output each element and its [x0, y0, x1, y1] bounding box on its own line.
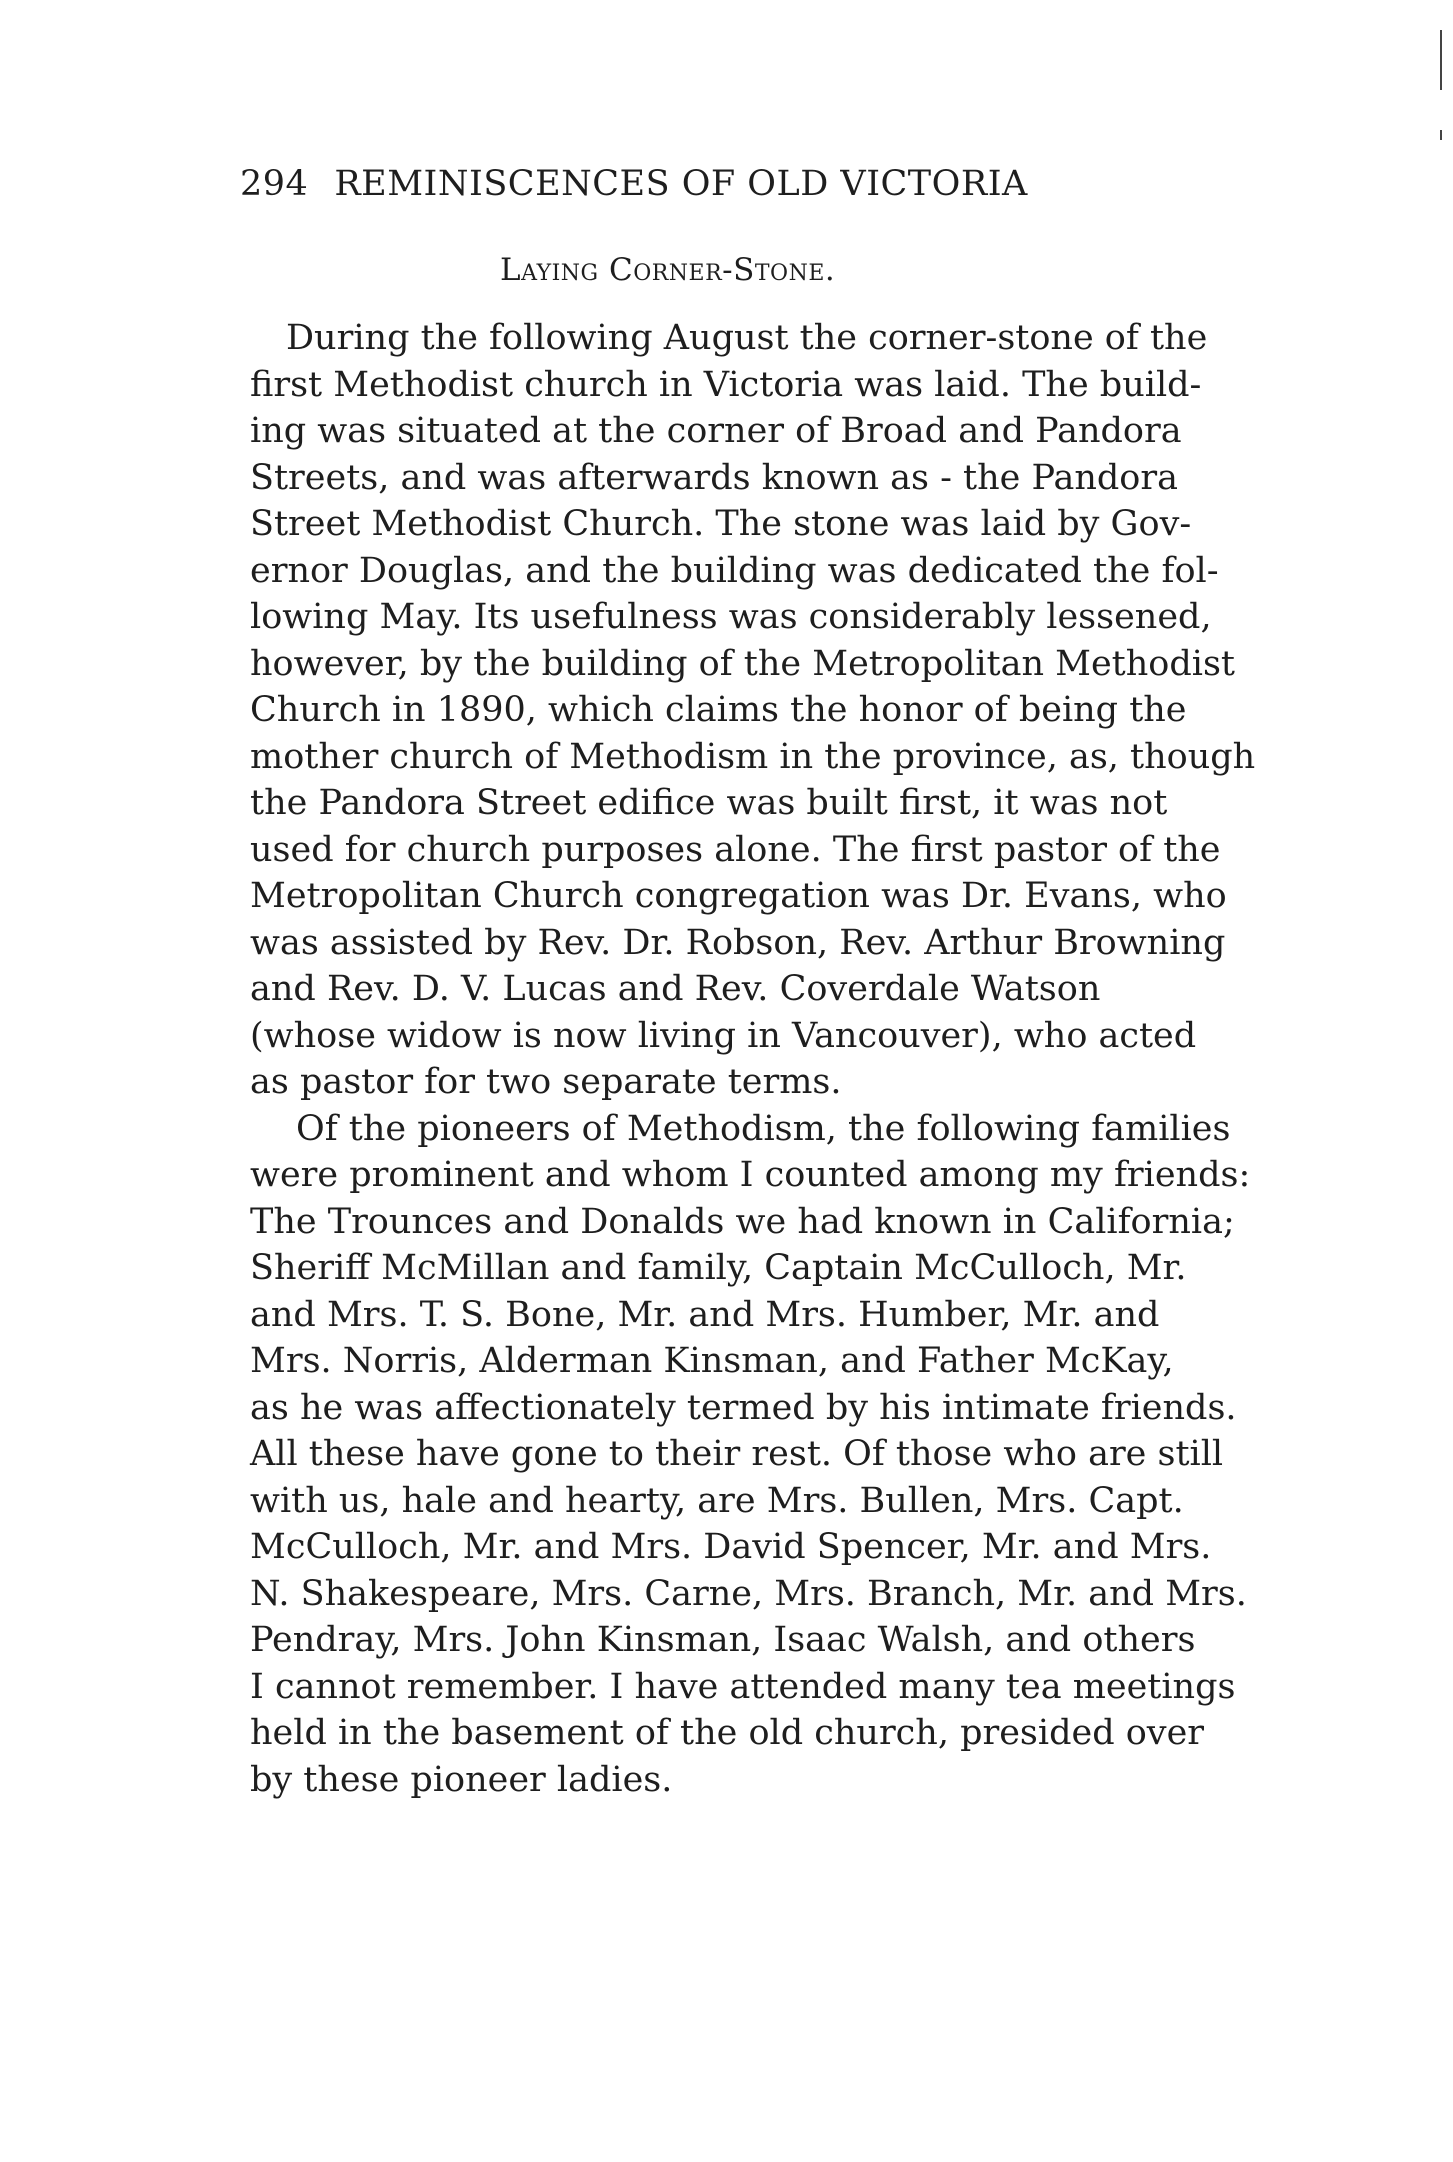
running-title: REMINISCENCES OF OLD VICTORIA — [334, 164, 1028, 204]
text-line: Streets, and was afterwards known as - the Pandora — [250, 457, 1178, 498]
text-line: lowing May. Its usefulness was considerably lessened, — [250, 597, 1212, 637]
text-line: as pastor for two separate terms. — [250, 1062, 842, 1102]
text-line: as he was affectionately termed by his intimate friends. — [250, 1387, 1237, 1428]
text-line: and Rev. D. V. Lucas and Rev. Coverdale Watson — [250, 969, 1101, 1009]
text-line: held in the basement of the old church, presided over — [250, 1713, 1205, 1753]
text-line: Street Methodist Church. The stone was laid by Gov- — [250, 504, 1192, 544]
text-line: McCulloch, Mr. and Mrs. David Spencer, Mr. and Mrs. — [250, 1527, 1212, 1567]
text-line: the Pandora Street edifice was built first, it was not — [250, 783, 1168, 823]
scan-edge-mark-small — [1440, 130, 1442, 140]
text-line: Church in 1890, which claims the honor of being the — [250, 690, 1187, 730]
section-heading: Laying Corner-Stone. — [500, 252, 836, 288]
text-line: with us, hale and hearty, are Mrs. Bullen, Mrs. Capt. — [250, 1480, 1184, 1521]
text-line: (whose widow is now living in Vancouver), who acted — [250, 1015, 1197, 1056]
text-line: During the following August the corner-stone of the — [286, 318, 1208, 358]
text-line: Sheriff McMillan and family, Captain McCulloch, Mr. — [250, 1248, 1187, 1288]
text-line: first Methodist church in Victoria was laid. The build- — [250, 364, 1202, 405]
text-line: N. Shakespeare, Mrs. Carne, Mrs. Branch, Mr. and Mrs. — [250, 1573, 1247, 1614]
text-line: were prominent and whom I counted among my friends: — [250, 1155, 1251, 1195]
scan-edge-mark — [1440, 30, 1442, 90]
text-line: used for church purposes alone. The first pastor of the — [250, 829, 1221, 870]
text-line: Pendray, Mrs. John Kinsman, Isaac Walsh, and others — [250, 1620, 1196, 1660]
text-line: by these pioneer ladies. — [250, 1759, 673, 1800]
paragraph-1 — [250, 315, 1255, 1106]
body-text — [250, 315, 1255, 1803]
text-line: Metropolitan Church congregation was Dr. Evans, who — [250, 876, 1227, 916]
text-line: All these have gone to their rest. Of those who are still — [250, 1434, 1224, 1474]
text-line: mother church of Methodism in the province, as, though — [250, 736, 1256, 777]
text-line: The Trounces and Donalds we had known in California; — [250, 1201, 1235, 1242]
text-line: ing was situated at the corner of Broad and Pandora — [250, 411, 1182, 451]
text-line: Of the pioneers of Methodism, the following families — [296, 1108, 1231, 1149]
running-head — [240, 160, 1028, 208]
page-number: 294 — [240, 164, 309, 204]
text-line: ernor Douglas, and the building was dedicated the fol- — [250, 550, 1219, 591]
text-line: was assisted by Rev. Dr. Robson, Rev. Arthur Browning — [250, 922, 1226, 963]
text-line: I cannot remember. I have attended many tea meetings — [250, 1666, 1236, 1707]
text-line: Mrs. Norris, Alderman Kinsman, and Father McKay, — [250, 1341, 1174, 1381]
text-line: however, by the building of the Metropolitan Methodist — [250, 643, 1235, 684]
paragraph-2 — [250, 1106, 1255, 1804]
text-line: and Mrs. T. S. Bone, Mr. and Mrs. Humber, Mr. and — [250, 1294, 1160, 1335]
